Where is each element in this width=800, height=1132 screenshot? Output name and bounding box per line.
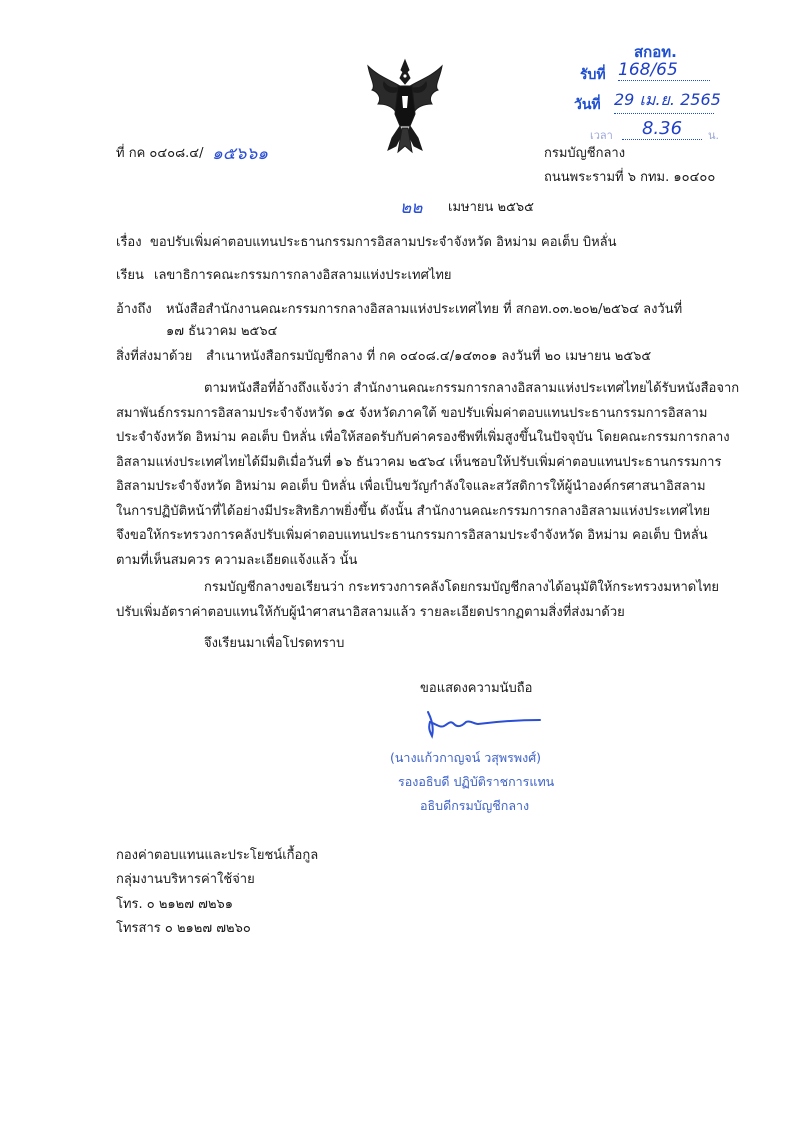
recipient-text: เลขาธิการคณะกรรมการกลางอิสลามแห่งประเทศไทย (154, 268, 452, 283)
enclosure-label: สิ่งที่ส่งมาด้วย (116, 349, 193, 364)
recipient-label: เรียน (116, 268, 144, 283)
body-line: สมาพันธ์กรรมการอิสลามประจำจังหวัด ๑๕ จังหวัดภาคใต้ ขอปรับเพิ่มค่าตอบแทนประธานกรรมการอิสลาม (116, 405, 708, 421)
footer-fax: โทรสาร ๐ ๒๑๒๗ ๗๒๖๐ (116, 921, 251, 936)
subject-text: ขอปรับเพิ่มค่าตอบแทนประธานกรรมการอิสลามประจำจังหวัด อิหม่าม คอเต็บ บิหลั่น (150, 235, 617, 250)
body-paragraph-2 (116, 576, 724, 625)
garuda-emblem-icon (360, 56, 450, 156)
body-line: จึงขอให้กระทรวงการคลังปรับเพิ่มค่าตอบแทนประธานกรรมการอิสลามประจำจังหวัด อิหม่าม คอเต็บ บิหลั่น (116, 528, 708, 543)
body-line: ปรับเพิ่มอัตราค่าตอบแทนให้กับผู้นำศาสนาอิสลามแล้ว รายละเอียดปรากฏตามสิ่งที่ส่งมาด้วย (116, 604, 625, 620)
signer-title-1: รองอธิบดี ปฏิบัติราชการแทน (398, 774, 555, 789)
footer-group: กลุ่มงานบริหารค่าใช้จ่าย (116, 872, 255, 887)
stamp-date-label: วันที่ (574, 97, 601, 113)
stamp-time-value: 8.36 (622, 118, 702, 140)
stamp-time-suffix: น. (708, 129, 720, 142)
footer-telephone: โทร. ๐ ๒๑๒๗ ๗๒๖๑ (116, 897, 234, 912)
body-line: ตามที่เห็นสมควร ความละเอียดแจ้งแล้ว นั้น (116, 552, 358, 568)
body-paragraph-3 (116, 632, 724, 657)
footer-division: กองค่าตอบแทนและประโยชน์เกื้อกูล (116, 848, 319, 863)
stamp-date-value: 29 เม.ย. 2565 (614, 88, 714, 114)
receiving-stamp (572, 40, 732, 150)
reference-doc-line1: หนังสือสำนักงานคณะกรรมการกลางอิสลามแห่งประเทศไทย ที่ สกอท.๐๓.๒๐๒/๒๕๖๔ ลงวันที่ (166, 302, 683, 317)
signer-name: (นางแก้วกาญจน์ วสุพรพงศ์) (390, 750, 542, 765)
stamp-time-label: เวลา (590, 129, 613, 142)
signer-title-2: อธิบดีกรมบัญชีกลาง (420, 798, 530, 813)
body-line: จึงเรียนมาเพื่อโปรดทราบ (204, 636, 345, 651)
reference-number-handwritten: ๑๕๖๖๑ (212, 144, 269, 164)
reference-label: ที่ กค ๐๔๐๘.๔/ (116, 146, 204, 161)
stamp-org: สกอท. (634, 43, 677, 61)
reference-doc-line2: ๑๗ ธันวาคม ๒๕๖๔ (166, 324, 278, 339)
stamp-receive-no: 168/65 (618, 60, 710, 81)
body-line: ตามหนังสือที่อ้างถึงแจ้งว่า สำนักงานคณะกรรมการกลางอิสลามแห่งประเทศไทยได้รับหนังสือจาก (204, 381, 740, 396)
handwritten-signature (418, 706, 548, 742)
body-line: กรมบัญชีกลางขอเรียนว่า กระทรวงการคลังโดยกรมบัญชีกลางได้อนุมัติให้กระทรวงมหาดไทย (204, 580, 719, 595)
enclosure-text: สำเนาหนังสือกรมบัญชีกลาง ที่ กค ๐๔๐๘.๔/๑๔๓๐๑ ลงวันที่ ๒๐ เมษายน ๒๕๖๕ (206, 349, 652, 364)
body-line: อิสลามแห่งประเทศไทยได้มีมติเมื่อวันที่ ๑๖ ธันวาคม ๒๕๖๔ เห็นชอบให้ปรับเพิ่มค่าตอบแทนประธานกรรมการ (116, 454, 722, 470)
reference-doc-label: อ้างถึง (116, 302, 152, 317)
stamp-receive-label: รับที่ (580, 67, 606, 83)
body-line: ในการปฏิบัติหน้าที่ได้อย่างมีประสิทธิภาพยิ่งขึ้น ดังนั้น สำนักงานคณะกรรมการกลางอิสลามแห่งประเทศไทย (116, 503, 711, 519)
date-day-handwritten: ๒๒ (400, 198, 423, 218)
organization-address: ถนนพระรามที่ ๖ กทม. ๑๐๔๐๐ (544, 170, 716, 185)
closing-regards: ขอแสดงความนับถือ (420, 681, 533, 696)
organization-name: กรมบัญชีกลาง (544, 146, 626, 161)
body-line: อิสลามประจำจังหวัด อิหม่าม คอเต็บ บิหลั่น เพื่อเป็นขวัญกำลังใจและสวัสดิการให้ผู้นำองค์กรศาสนาอิสลาม (116, 479, 706, 494)
body-line: ประจำจังหวัด อิหม่าม คอเต็บ บิหลั่น เพื่อให้สอดรับกับค่าครองชีพที่เพิ่มสูงขึ้นในปัจจุบัน โดยคณะกรรมการกลาง (116, 430, 730, 445)
subject-label: เรื่อง (116, 235, 142, 250)
body-paragraph-1 (116, 377, 740, 573)
letter-date: เมษายน ๒๕๖๕ (448, 200, 535, 215)
